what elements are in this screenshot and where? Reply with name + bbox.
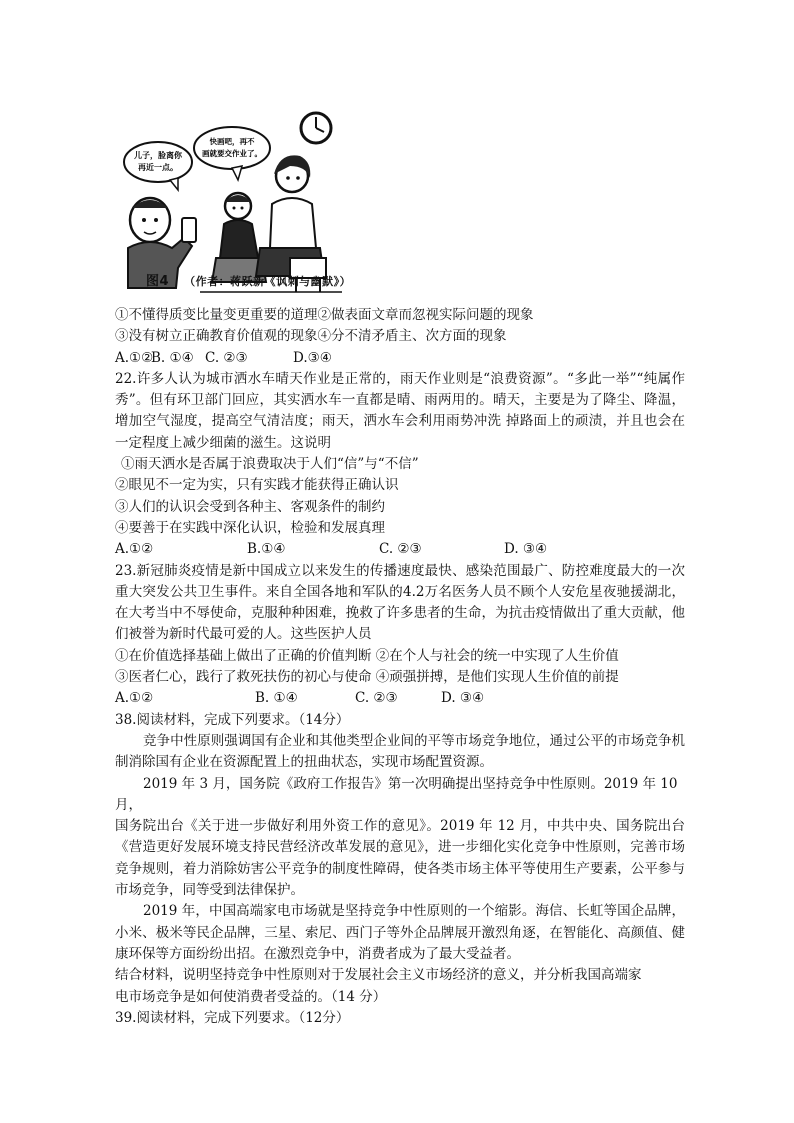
q22-statement-4: ④要善于在实践中深化认识，检验和发展真理	[115, 519, 385, 536]
q21-option-b: B. ①④	[151, 349, 194, 366]
q22-stem: 22.许多人认为城市洒水车晴天作业是正常的，雨天作业则是“浪费资源”。“多此一举”“纯属作秀”。但有环卫部门回应，其实洒水车一直都是晴、雨两用的。晴天，主要是为了降尘、降温，增加空气湿度，提高空气清洁度；雨天，洒水车会利用雨势冲洗 掉路面上的顽渍，并且也会在一定程度上减少细菌的滋生。这说明	[115, 370, 685, 451]
figure-label: 图4	[146, 274, 170, 289]
q38-ask-line1: 结合材料，说明坚持竞争中性原则对于发展社会主义市场经济的意义，并分析我国高端家	[115, 967, 642, 984]
questions-content	[115, 305, 685, 1029]
q23-statements-line1: ①在价值选择基础上做出了正确的价值判断 ②在个人与社会的统一中实现了人生价值	[115, 647, 619, 664]
q22-statement-2: ②眼见不一定为实，只有实践才能获得正确认识	[115, 477, 399, 494]
q38-paragraph-1: 竞争中性原则强调国有企业和其他类型企业间的平等市场竞争地位，通过公平的市场竞争机制消除国有企业在资源配置上的扭曲状态，实现市场配置资源。	[115, 732, 685, 771]
q22-option-c: C. ②③	[379, 541, 422, 558]
speech-mid-line1: 快画吧，再不	[209, 137, 255, 146]
q23-option-a: A.①②	[115, 690, 154, 707]
q22-option-d: D. ③④	[504, 541, 548, 558]
q22-statement-1: ①雨天洒水是否属于浪费取决于人们“信”与“不信”	[121, 456, 419, 473]
q23-statements-line2: ③医者仁心，践行了救死扶伤的初心与使命 ④顽强拼搏，是他们实现人生价值的前提	[115, 669, 619, 686]
q38-paragraph-3: 2019 年，中国高端家电市场就是坚持竞争中性原则的一个缩影。海信、长虹等国企品牌，小米、极米等民企品牌，三星、索尼、西门子等外企品牌展开激烈角逐，在智能化、高颜值、健康环保等方面纷纷出招。在激烈竞争中，消费者成为了最大受益者。	[115, 903, 685, 962]
q23-stem: 23.新冠肺炎疫情是新中国成立以来发生的传播速度最快、感染范围最广、防控难度最大的一次重大突发公共卫生事件。来自全国各地和军队的4.2万名医务人员不顾个人安危星夜驰援湖北，在大考当中不辱使命，克服种种困难，挽救了许多患者的生命，为抗击疫情做出了重大贡献，他们被誉为新时代最可爱的人。这些医护人员	[115, 562, 685, 643]
q38-paragraph-2b: 月，	[115, 796, 142, 813]
q21-option-c: C. ②③	[205, 349, 248, 366]
q38-paragraph-2c: 国务院出台《关于进一步做好利用外资工作的意见》。2019 年 12 月，中共中央、国务院出台《营造更好发展环境支持民营经济改革发展的意见》，进一步细化实化竞争中性原则，完善市场竞争规则，着力消除妨害公平竞争的制度性障碍，使各类市场主体平等使用生产要素，公平参与市场竞争，同等受到法律保护。	[115, 818, 685, 899]
q21-options	[115, 348, 685, 369]
speech-left-line1: 儿子，脸离你	[134, 151, 182, 160]
q23-options	[115, 688, 685, 709]
q22-option-a: A.①②	[115, 541, 154, 558]
q21-option-d: D.③④	[293, 349, 332, 366]
q38-paragraph-2a: 2019 年 3 月，国务院《政府工作报告》第一次明确提出坚持竞争中性原则。2019 年 10	[143, 775, 678, 792]
q23-option-c: C. ②③	[355, 690, 398, 707]
speech-left-line2: 再近一点。	[138, 163, 178, 172]
q21-option-a: A.①②	[115, 349, 154, 366]
q21-statement-line1: ①不懂得质变比量变更重要的道理②做表面文章而忽视实际问题的现象	[115, 307, 534, 323]
q21-statement-line2: ③没有树立正确教育价值观的现象④分不清矛盾主、次方面的现象	[115, 328, 507, 345]
figure-credit: （作者：蒋跃新《讽刺与幽默》）	[184, 275, 352, 288]
q22-statement-3: ③人们的认识会受到各种主、客观条件的制约	[115, 498, 385, 515]
speech-bubble-mid	[194, 127, 270, 180]
clock-icon	[301, 113, 331, 143]
q23-option-b: B. ①④	[255, 690, 298, 707]
q23-option-d: D. ③④	[441, 690, 485, 707]
q38-title: 38.阅读材料，完成下列要求。（14分）	[115, 711, 350, 728]
speech-bubble-left	[124, 142, 192, 190]
q22-option-b: B.①④	[247, 541, 286, 558]
q22-options	[115, 539, 685, 560]
figure-caption	[146, 270, 351, 289]
cartoon-figure	[120, 108, 350, 294]
speech-mid-line2: 画就要交作业了。	[202, 149, 262, 158]
q38-ask-line2: 电市场竞争是如何使消费者受益的。（14 分）	[115, 988, 387, 1005]
q39-title: 39.阅读材料，完成下列要求。（12分）	[115, 1009, 350, 1026]
